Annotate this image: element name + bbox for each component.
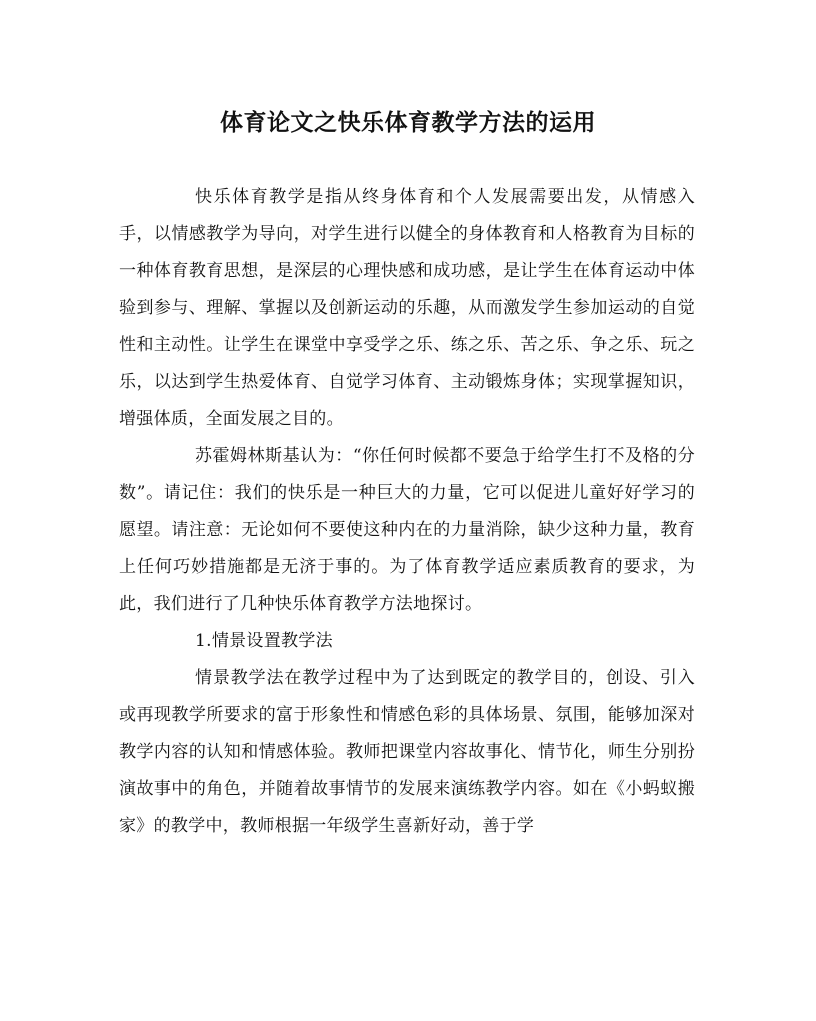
paragraph-method: 情景教学法在教学过程中为了达到既定的教学目的，创设、引入或再现教学所要求的富于形象性和情感色彩的具体场景、氛围，能够加深对教学内容的认知和情感体验。教师把课堂内容故事化、情节化，师生分别扮演故事中的角色，并随着故事情节的发展来演练教学内容。如在《小蚂蚁搬家》的教学中，教师根据一年级学生喜新好动，善于学 (119, 668, 695, 836)
document-body (119, 179, 695, 845)
paragraph-quote: 苏霍姆林斯基认为：“你任何时候都不要急于给学生打不及格的分数”。请记住：我们的快乐是一种巨大的力量，它可以促进儿童好好学习的愿望。请注意：无论如何不要使这种内在的力量消除，缺少这种力量，教育上任何巧妙措施都是无济于事的。为了体育教学适应素质教育的要求，为此，我们进行了几种快乐体育教学方法地探讨。 (119, 446, 695, 614)
paragraph-intro: 快乐体育教学是指从终身体育和个人发展需要出发，从情感入手，以情感教学为导向，对学生进行以健全的身体教育和人格教育为目标的一种体育教育思想，是深层的心理快感和成功感，是让学生在体育运动中体验到参与、理解、掌握以及创新运动的乐趣，从而激发学生参加运动的自觉性和主动性。让学生在课堂中享受学之乐、练之乐、苦之乐、争之乐、玩之乐，以达到学生热爱体育、自觉学习体育、主动锻炼身体；实现掌握知识，增强体质，全面发展之目的。 (119, 187, 695, 429)
section-heading: 1.情景设置教学法 (195, 631, 333, 651)
page-title: 体育论文之快乐体育教学方法的运用 (220, 109, 596, 136)
